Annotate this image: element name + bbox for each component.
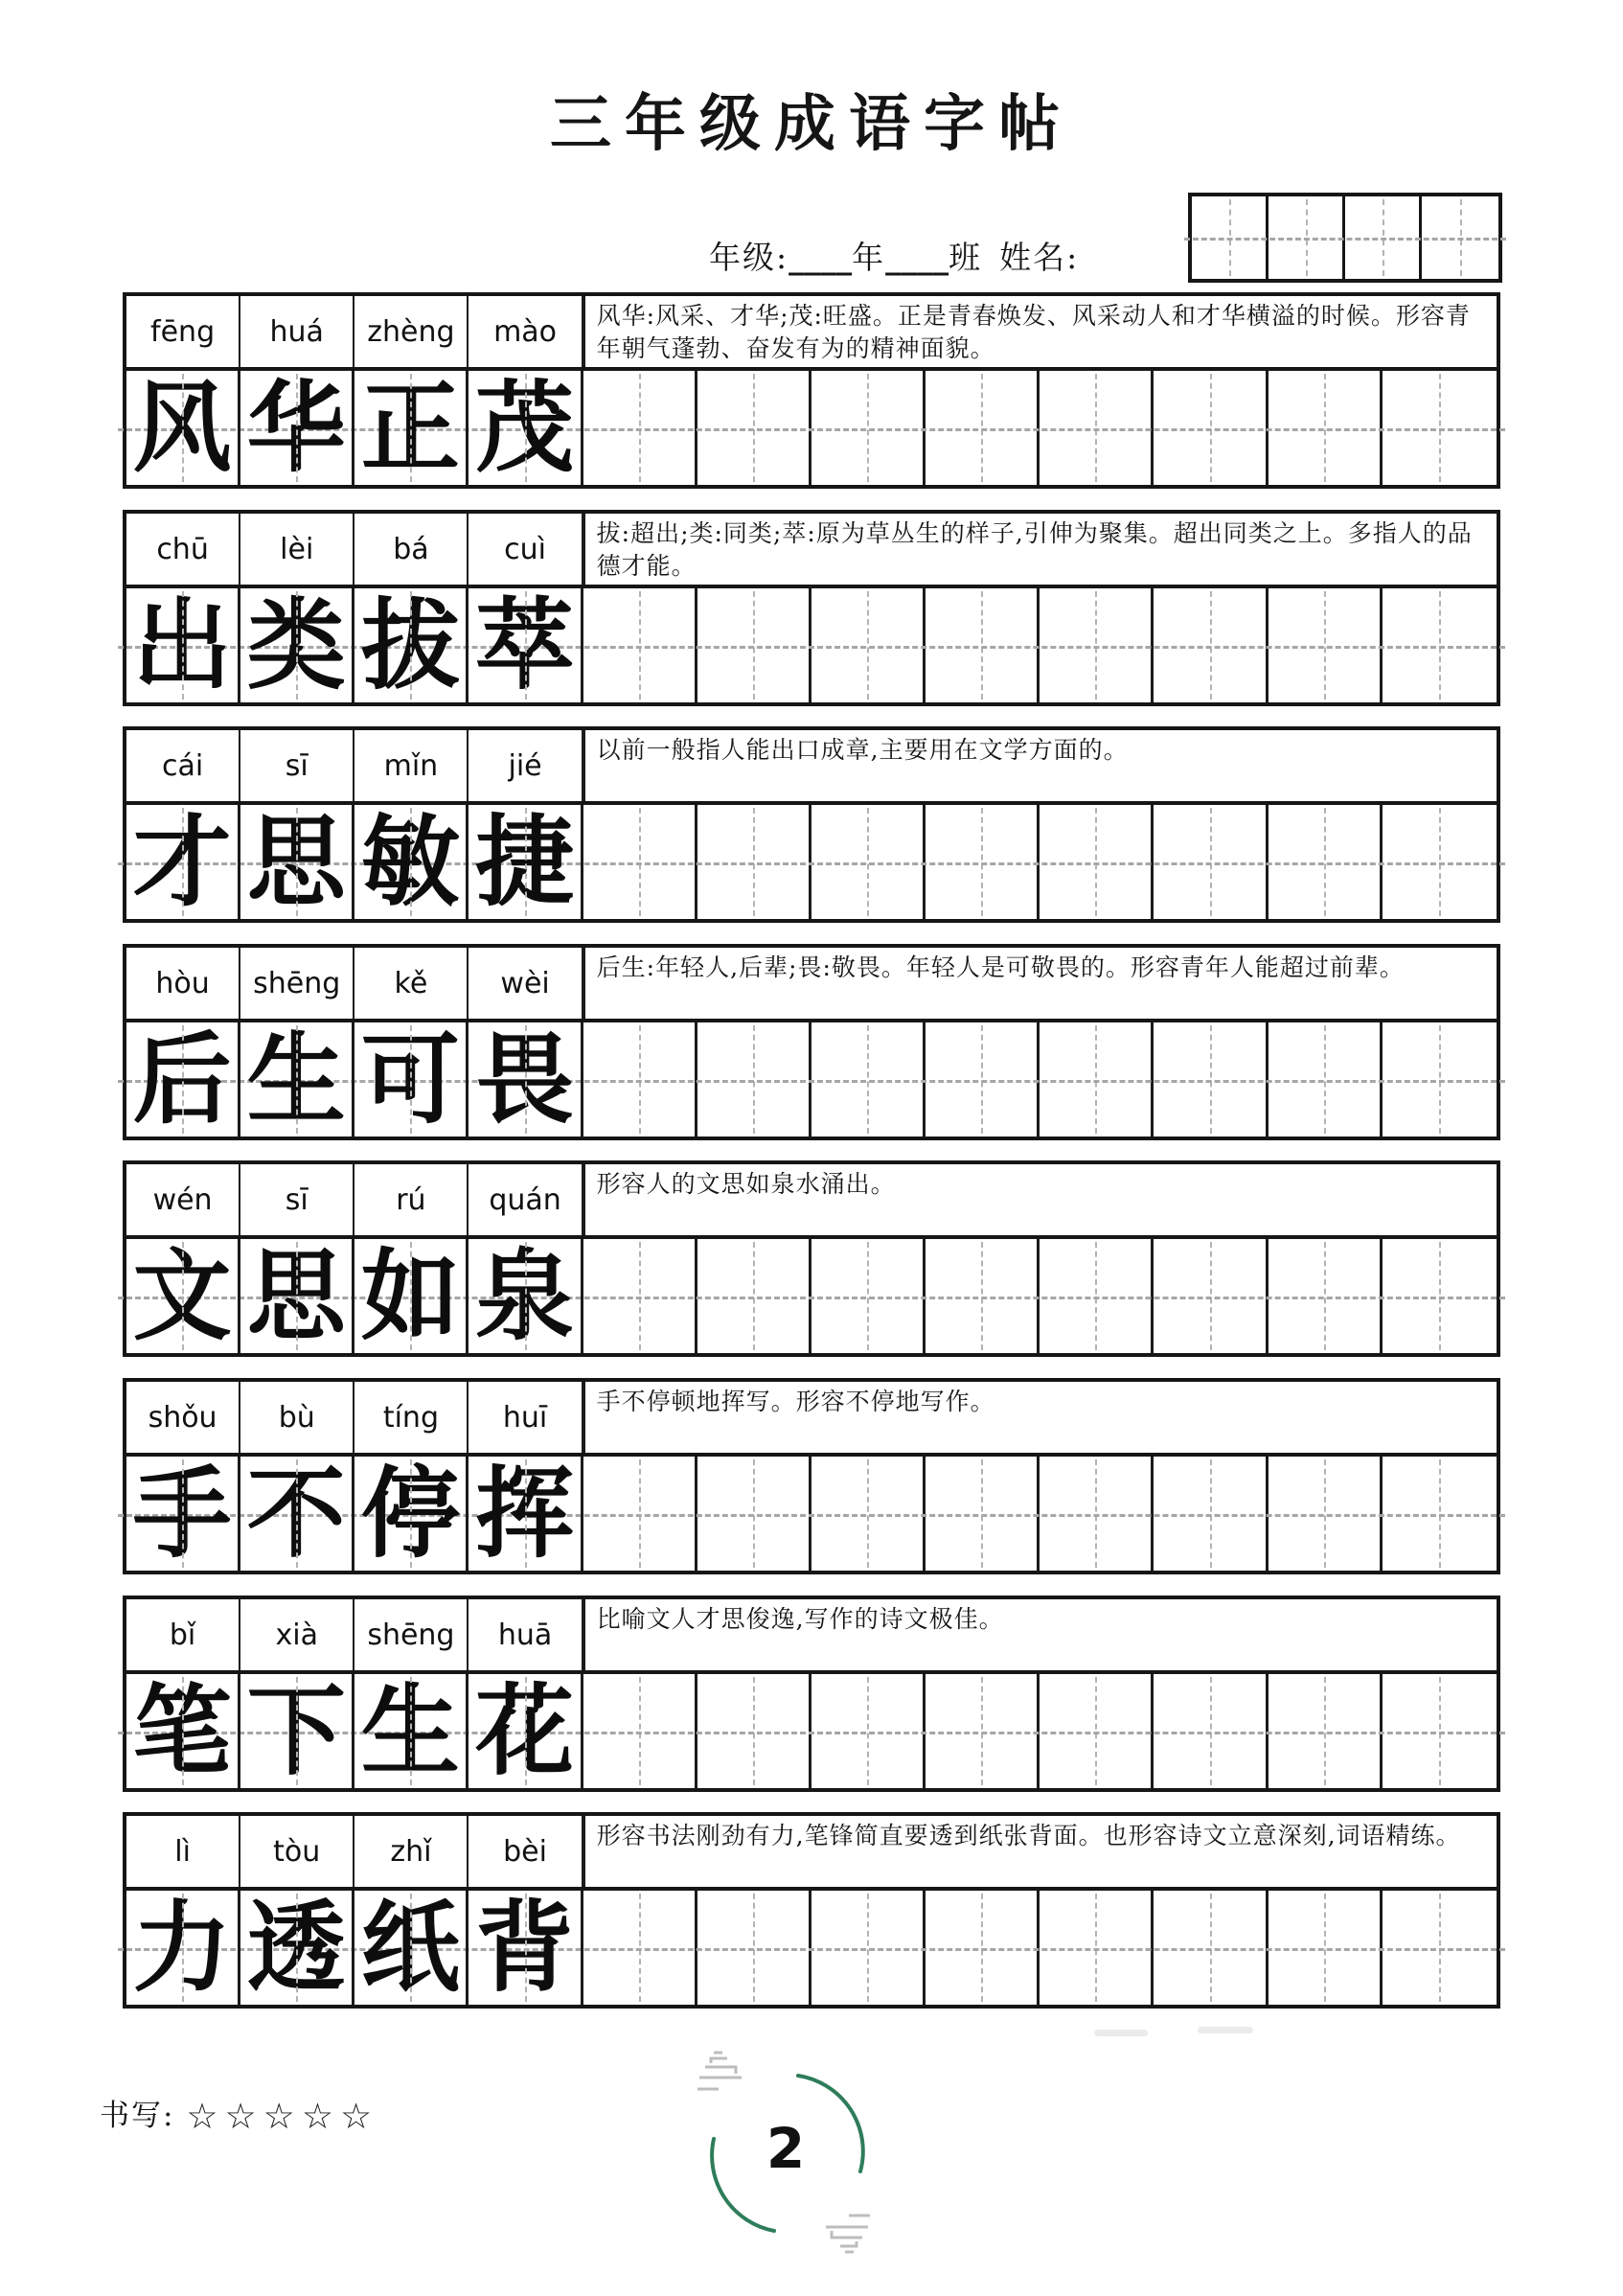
practice-grid-cell — [812, 371, 926, 485]
pinyin-cell: bù — [240, 1382, 354, 1453]
model-character-cell: 挥 — [469, 1457, 583, 1571]
pinyin-cell: wén — [126, 1164, 240, 1235]
practice-grid-cell — [1154, 1891, 1268, 2005]
pinyin-cell: cái — [126, 730, 240, 801]
practice-grid-cell — [1383, 371, 1497, 485]
practice-grid-cell — [812, 1239, 926, 1353]
model-character-cell: 泉 — [469, 1239, 583, 1353]
idiom-block — [123, 1378, 1500, 1574]
grade-blank-line: ____ — [789, 239, 853, 276]
pinyin-cell: huá — [240, 296, 354, 367]
practice-grid-cell — [1040, 371, 1154, 485]
practice-grid-cell — [812, 588, 926, 702]
rating-stars: ☆☆☆☆☆ — [186, 2096, 379, 2137]
character-row — [123, 1887, 1500, 2009]
name-box-cell — [1345, 196, 1422, 279]
writing-rating — [100, 2091, 378, 2137]
pinyin-cell: bèi — [469, 1816, 583, 1887]
model-character-cell: 才 — [126, 805, 240, 919]
model-character-cell: 如 — [354, 1239, 469, 1353]
pinyin-cell: tíng — [354, 1382, 469, 1453]
pinyin-cell: quán — [469, 1164, 583, 1235]
idiom-block — [123, 292, 1500, 489]
model-character-cell: 力 — [126, 1891, 240, 2005]
name-writing-box — [1188, 193, 1502, 283]
name-box-cell — [1269, 196, 1345, 279]
model-character-cell: 花 — [469, 1674, 583, 1788]
practice-grid-cell — [926, 1891, 1040, 2005]
pinyin-cell: chū — [126, 514, 240, 585]
practice-grid-cell — [583, 1674, 697, 1788]
model-character-cell: 茂 — [469, 371, 583, 485]
practice-grid-cell — [1269, 1239, 1383, 1353]
class-blank-line: ____ — [885, 239, 949, 276]
practice-grid-cell — [1383, 1891, 1497, 2005]
practice-grid-cell — [1040, 1457, 1154, 1571]
model-character-cell: 可 — [354, 1022, 469, 1137]
faint-watermark-smudge — [1094, 2030, 1148, 2036]
pinyin-cell: lì — [126, 1816, 240, 1887]
character-row — [123, 1019, 1500, 1140]
pinyin-cell: hòu — [126, 948, 240, 1019]
idiom-block — [123, 1160, 1500, 1357]
character-row — [123, 1670, 1500, 1792]
model-character-cell: 华 — [240, 371, 354, 485]
pinyin-cell: sī — [240, 730, 354, 801]
practice-grid-cell — [583, 805, 697, 919]
name-label: 姓名: — [999, 239, 1080, 276]
faint-watermark-smudge — [1198, 2027, 1253, 2033]
practice-grid-cell — [1383, 805, 1497, 919]
model-character-cell: 笔 — [126, 1674, 240, 1788]
pinyin-row — [123, 1378, 1500, 1453]
model-character-cell: 思 — [240, 805, 354, 919]
pinyin-cell: tòu — [240, 1816, 354, 1887]
pinyin-row — [123, 1812, 1500, 1887]
practice-grid-cell — [926, 588, 1040, 702]
pinyin-cell: huā — [469, 1599, 583, 1670]
practice-grid-cell — [1040, 1239, 1154, 1353]
practice-grid-cell — [1040, 588, 1154, 702]
pinyin-cell: wèi — [469, 948, 583, 1019]
pinyin-cell: shēng — [240, 948, 354, 1019]
model-character-cell: 畏 — [469, 1022, 583, 1137]
practice-grid-cell — [1154, 805, 1268, 919]
practice-grid-cell — [697, 371, 812, 485]
writing-label: 书写: — [100, 2099, 175, 2133]
model-character-cell: 纸 — [354, 1891, 469, 2005]
idiom-block — [123, 944, 1500, 1140]
idiom-definition: 形容人的文思如泉水涌出。 — [583, 1164, 1497, 1235]
page-title: 三年级成语字帖 — [550, 88, 1073, 160]
pinyin-cell: lèi — [240, 514, 354, 585]
idiom-definition: 比喻文人才思俊逸,写作的诗文极佳。 — [583, 1599, 1497, 1670]
practice-grid-cell — [697, 1674, 812, 1788]
student-info-line — [709, 233, 1079, 278]
practice-grid-cell — [1383, 1239, 1497, 1353]
practice-grid-cell — [926, 1022, 1040, 1137]
model-character-cell: 生 — [240, 1022, 354, 1137]
model-character-cell: 思 — [240, 1239, 354, 1353]
practice-grid-cell — [583, 1239, 697, 1353]
model-character-cell: 不 — [240, 1457, 354, 1571]
practice-grid-cell — [1269, 588, 1383, 702]
model-character-cell: 生 — [354, 1674, 469, 1788]
practice-grid-cell — [583, 371, 697, 485]
class-label: 班 — [949, 239, 983, 276]
model-character-cell: 文 — [126, 1239, 240, 1353]
page-number: 2 — [766, 2116, 806, 2181]
model-character-cell: 透 — [240, 1891, 354, 2005]
idiom-definition: 手不停顿地挥写。形容不停地写作。 — [583, 1382, 1497, 1453]
character-row — [123, 367, 1500, 489]
practice-grid-cell — [583, 1022, 697, 1137]
practice-grid-cell — [697, 588, 812, 702]
pinyin-cell: jié — [469, 730, 583, 801]
practice-grid-cell — [697, 1891, 812, 2005]
character-row — [123, 1235, 1500, 1357]
pinyin-cell: mǐn — [354, 730, 469, 801]
model-character-cell: 萃 — [469, 588, 583, 702]
practice-grid-cell — [1383, 1674, 1497, 1788]
model-character-cell: 风 — [126, 371, 240, 485]
pinyin-cell: cuì — [469, 514, 583, 585]
pinyin-cell: fēng — [126, 296, 240, 367]
model-character-cell: 手 — [126, 1457, 240, 1571]
practice-grid-cell — [583, 588, 697, 702]
year-label: 年 — [852, 239, 886, 276]
idiom-definition: 拔:超出;类:同类;萃:原为草丛生的样子,引伸为聚集。超出同类之上。多指人的品德才能。 — [583, 514, 1497, 585]
idiom-block — [123, 1596, 1500, 1792]
pinyin-cell: bá — [354, 514, 469, 585]
practice-grid-cell — [1383, 588, 1497, 702]
practice-grid-cell — [697, 1239, 812, 1353]
pinyin-cell: zhǐ — [354, 1816, 469, 1887]
practice-grid-cell — [926, 1239, 1040, 1353]
model-character-cell: 下 — [240, 1674, 354, 1788]
idiom-block — [123, 510, 1500, 706]
practice-grid-cell — [1040, 1674, 1154, 1788]
practice-grid-cell — [583, 1457, 697, 1571]
model-character-cell: 背 — [469, 1891, 583, 2005]
practice-grid-cell — [697, 805, 812, 919]
pinyin-row — [123, 944, 1500, 1019]
pinyin-row — [123, 1596, 1500, 1670]
practice-grid-cell — [812, 1457, 926, 1571]
character-row — [123, 1453, 1500, 1574]
idiom-block — [123, 1812, 1500, 2009]
practice-grid-cell — [697, 1022, 812, 1137]
practice-grid-cell — [1383, 1457, 1497, 1571]
practice-grid-cell — [1269, 805, 1383, 919]
practice-grid-cell — [697, 1457, 812, 1571]
pinyin-cell: bǐ — [126, 1599, 240, 1670]
practice-grid-cell — [1040, 805, 1154, 919]
model-character-cell: 出 — [126, 588, 240, 702]
practice-grid-cell — [812, 1022, 926, 1137]
idiom-definition: 风华:风采、才华;茂:旺盛。正是青春焕发、风采动人和才华横溢的时候。形容青年朝气蓬勃、奋发有为的精神面貌。 — [583, 296, 1497, 367]
idiom-definition: 后生:年轻人,后辈;畏:敬畏。年轻人是可敬畏的。形容青年人能超过前辈。 — [583, 948, 1497, 1019]
practice-grid-cell — [926, 371, 1040, 485]
practice-grid-cell — [1269, 1674, 1383, 1788]
practice-grid-cell — [1154, 371, 1268, 485]
idiom-definition: 形容书法刚劲有力,笔锋简直要透到纸张背面。也形容诗文立意深刻,词语精练。 — [583, 1816, 1497, 1887]
name-box-cell — [1422, 196, 1498, 279]
model-character-cell: 捷 — [469, 805, 583, 919]
practice-grid-cell — [1040, 1891, 1154, 2005]
grade-label: 年级: — [709, 239, 789, 276]
model-character-cell: 正 — [354, 371, 469, 485]
model-character-cell: 后 — [126, 1022, 240, 1137]
practice-grid-cell — [926, 805, 1040, 919]
practice-grid-cell — [1154, 1239, 1268, 1353]
practice-grid-cell — [1154, 588, 1268, 702]
character-row — [123, 801, 1500, 923]
character-row — [123, 585, 1500, 706]
pinyin-cell: kě — [354, 948, 469, 1019]
pinyin-cell: zhèng — [354, 296, 469, 367]
practice-grid-cell — [926, 1457, 1040, 1571]
pinyin-cell: rú — [354, 1164, 469, 1235]
practice-grid-cell — [812, 1674, 926, 1788]
model-character-cell: 类 — [240, 588, 354, 702]
idiom-definition: 以前一般指人能出口成章,主要用在文学方面的。 — [583, 730, 1497, 801]
practice-grid-cell — [1269, 1022, 1383, 1137]
pinyin-row — [123, 292, 1500, 367]
pinyin-row — [123, 1160, 1500, 1235]
cloud-motif-top-left — [697, 2053, 742, 2089]
model-character-cell: 敏 — [354, 805, 469, 919]
pinyin-cell: sī — [240, 1164, 354, 1235]
model-character-cell: 停 — [354, 1457, 469, 1571]
practice-grid-cell — [926, 1674, 1040, 1788]
pinyin-cell: xià — [240, 1599, 354, 1670]
model-character-cell: 拔 — [354, 588, 469, 702]
practice-grid-cell — [1269, 371, 1383, 485]
pinyin-row — [123, 726, 1500, 801]
pinyin-cell: huī — [469, 1382, 583, 1453]
practice-grid-cell — [1269, 1891, 1383, 2005]
pinyin-row — [123, 510, 1500, 585]
pinyin-cell: mào — [469, 296, 583, 367]
practice-grid-cell — [1154, 1022, 1268, 1137]
practice-grid-cell — [1154, 1457, 1268, 1571]
practice-grid-cell — [1154, 1674, 1268, 1788]
idiom-block — [123, 726, 1500, 923]
cloud-motif-bottom-right — [826, 2216, 870, 2252]
name-box-cell — [1192, 196, 1269, 279]
pinyin-cell: shēng — [354, 1599, 469, 1670]
practice-grid-cell — [1040, 1022, 1154, 1137]
practice-grid-cell — [1383, 1022, 1497, 1137]
practice-grid-cell — [1269, 1457, 1383, 1571]
practice-grid-cell — [812, 1891, 926, 2005]
practice-grid-cell — [812, 805, 926, 919]
pinyin-cell: shǒu — [126, 1382, 240, 1453]
practice-grid-cell — [583, 1891, 697, 2005]
